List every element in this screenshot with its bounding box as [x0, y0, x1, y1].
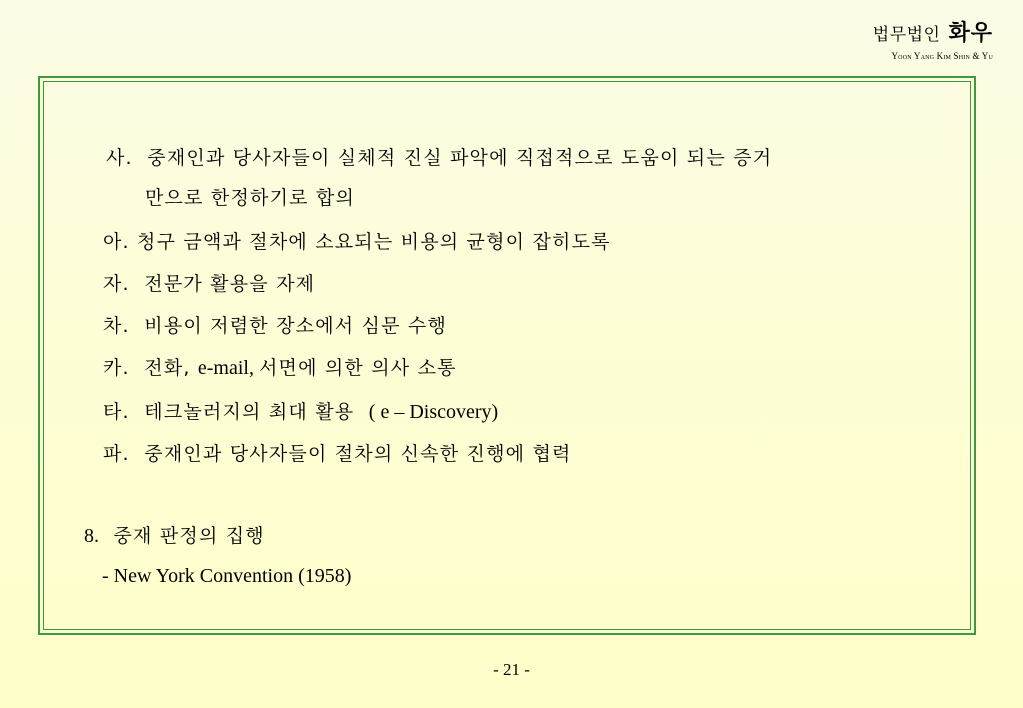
- list-marker: 차.: [103, 315, 130, 337]
- list-item-sa: [106, 146, 772, 170]
- firm-name-korean-prefix: 법무법인: [872, 25, 941, 45]
- page-number: - 21 -: [493, 660, 530, 679]
- firm-name-korean-main: 화우: [948, 21, 993, 46]
- list-item-continuation: [145, 186, 355, 210]
- firm-logo: [873, 20, 993, 61]
- list-marker: 아.: [103, 231, 130, 253]
- firm-name-korean: [873, 20, 993, 49]
- list-text: 청구 금액과 절차에 소요되는 비용의 균형이 잡히도록: [137, 231, 611, 253]
- section-title: 중재 판정의 집행: [113, 525, 265, 547]
- list-marker: 타.: [103, 401, 130, 423]
- list-item-ka: [103, 356, 457, 380]
- list-item-cha: [103, 314, 447, 338]
- list-marker: 사.: [106, 147, 133, 169]
- list-marker: 파.: [103, 443, 130, 465]
- list-text: 중재인과 당사자들이 절차의 신속한 진행에 협력: [144, 443, 572, 465]
- list-text-latin: e-mail,: [197, 357, 259, 379]
- list-text: 만으로 한정하기로 합의: [145, 187, 356, 209]
- section-number: 8.: [84, 525, 99, 547]
- section-heading: [84, 524, 265, 548]
- list-text: 서면에 의한 의사 소통: [258, 357, 457, 379]
- list-item-ja: [103, 272, 315, 296]
- list-text: 중재인과 당사자들이 실체적 진실 파악에 직접적으로 도움이 되는 증거: [147, 147, 773, 169]
- list-item-pa: [103, 442, 572, 466]
- list-text: 비용이 저렴한 장소에서 심문 수행: [144, 315, 447, 337]
- list-item-ta: [103, 400, 498, 424]
- list-item-a: [103, 230, 611, 254]
- section-subitem: - New York Convention (1958): [102, 565, 352, 587]
- list-text: 전문가 활용을 자제: [144, 273, 316, 295]
- list-text-latin: ( e – Discovery): [368, 401, 499, 423]
- list-text: 테크놀러지의 최대 활용: [144, 401, 355, 423]
- firm-name-english: Yoon Yang Kim Shin & Yu: [891, 51, 993, 61]
- list-text: 전화,: [144, 357, 198, 379]
- list-marker: 자.: [103, 273, 130, 295]
- list-marker: 카.: [103, 357, 130, 379]
